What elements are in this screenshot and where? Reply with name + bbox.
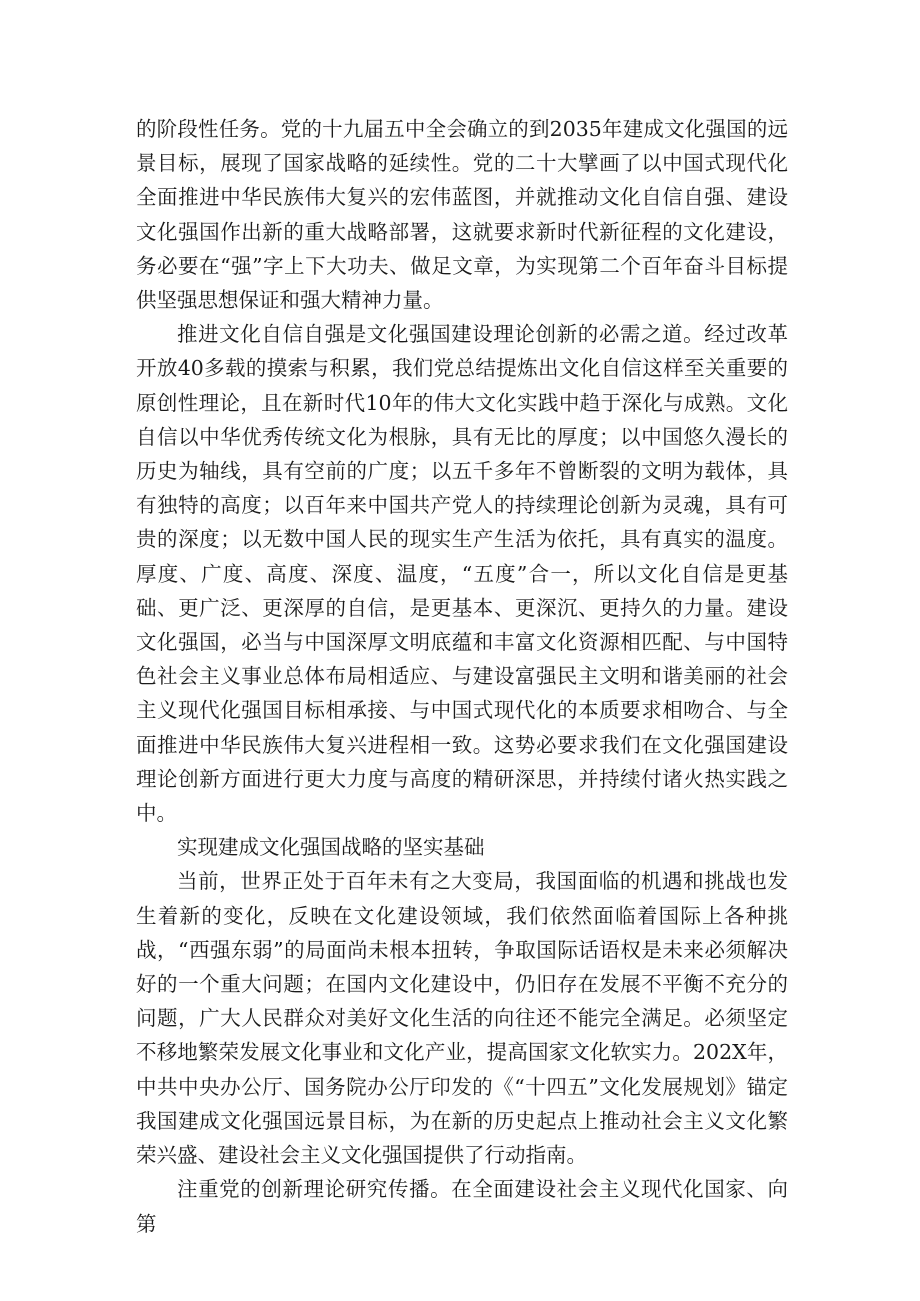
- paragraph-innovation-theory: 注重党的创新理论研究传播。在全面建设社会主义现代化国家、向第: [136, 1177, 788, 1236]
- paragraph-current-situation: 当前，世界正处于百年未有之大变局，我国面临的机遇和挑战也发生着新的变化，反映在文化建设领域，我们依然面临着国际上各种挑战，“西强东弱”的局面尚未根本扭转，争取国际话语权是未来必须解决好的一个重大问题；在国内文化建设中，仍旧存在发展不平衡不充分的问题，广大人民群众对美好文化生活的向往还不能完全满足。必须坚定不移地繁荣发展文化事业和文化产业，提高国家文化软实力。202X年，中共中央办公厅、国务院办公厅印发的《“十四五”文化发展规划》锚定我国建成文化强国远景目标，为在新的历史起点上推动社会主义文化繁荣兴盛、建设社会主义文化强国提供了行动指南。: [136, 869, 788, 1168]
- section-heading: 实现建成文化强国战略的坚实基础: [177, 835, 485, 860]
- paragraph-cultural-confidence: 推进文化自信自强是文化强国建设理论创新的必需之道。经过改革开放40多载的摸索与积累，我们党总结提炼出文化自信这样至关重要的原创性理论，且在新时代10年的伟大文化实践中趋于深化与成熟。文化自信以中华优秀传统文化为根脉，具有无比的厚度；以中国悠久漫长的历史为轴线，具有空前的广度；以五千多年不曾断裂的文明为载体，具有独特的高度；以百年来中国共产党人的持续理论创新为灵魂，具有可贵的深度；以无数中国人民的现实生产生活为依托，具有真实的温度。厚度、广度、高度、深度、温度，“五度”合一，所以文化自信是更基础、更广泛、更深厚的自信，是更基本、更深沉、更持久的力量。建设文化强国，必当与中国深厚文明底蕴和丰富文化资源相匹配、与中国特色社会主义事业总体布局相适应、与建设富强民主文明和谐美丽的社会主义现代化强国目标相承接、与中国式现代化的本质要求相吻合、与全面推进中华民族伟大复兴进程相一致。这势必要求我们在文化强国建设理论创新方面进行更大力度与高度的精研深思，并持续付诸火热实践之中。: [136, 322, 788, 826]
- document-page: [136, 112, 788, 1241]
- paragraph-continuation: 的阶段性任务。党的十九届五中全会确立的到2035年建成文化强国的远景目标，展现了国家战略的延续性。党的二十大擘画了以中国式现代化全面推进中华民族伟大复兴的宏伟蓝图，并就推动文化自信自强、建设文化强国作出新的重大战略部署，这就要求新时代新征程的文化建设，务必要在“强”字上下大功夫、做足文章，为实现第二个百年奋斗目标提供坚强思想保证和强大精神力量。: [136, 117, 788, 313]
